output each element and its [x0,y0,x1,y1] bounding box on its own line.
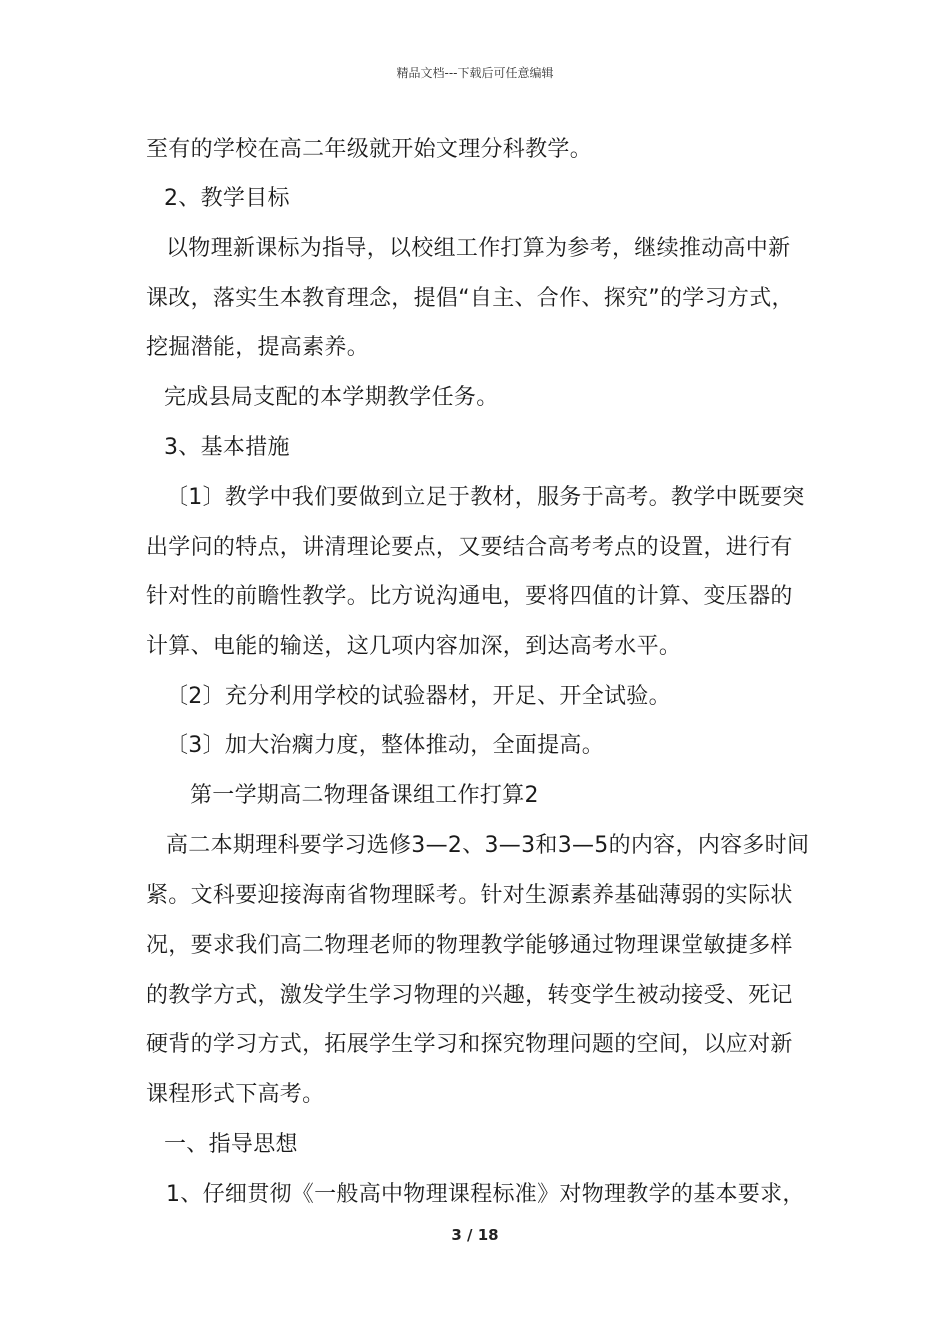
text-line-6: 完成县局支配的本学期教学任务。 [164,385,499,410]
text-line-17: 况，要求我们高二物理老师的物理教学能够通过物理课堂敏捷多样 [146,933,793,958]
page-header: 精品文档---下载后可任意编辑 [396,66,554,80]
text-line-3: 以物理新课标为指导，以校组工作打算为参考，继续推动高中新 [166,236,791,261]
section-title: 第一学期高二物理备课组工作打算2 [190,783,539,808]
text-line-21: 一、指导思想 [164,1132,298,1157]
text-line-7: 3、基本措施 [164,435,290,460]
text-line-11: 计算、电能的输送，这几项内容加深，到达高考水平。 [146,634,682,659]
page-number: 3 / 18 [451,1226,499,1244]
text-line-16: 紧。文科要迎接海南省物理睬考。针对生源素养基础薄弱的实际状 [146,883,793,908]
text-line-19: 硬背的学习方式，拓展学生学习和探究物理问题的空间，以应对新 [146,1032,793,1057]
text-line-2: 2、教学目标 [164,186,290,211]
text-line-12: 〔2〕充分利用学校的试验器材，开足、开全试验。 [166,684,671,709]
text-line-20: 课程形式下高考。 [146,1082,325,1107]
text-line-22: 1、仔细贯彻《一般高中物理课程标准》对物理教学的基本要求， [166,1182,805,1207]
text-line-1: 至有的学校在高二年级就开始文理分科教学。 [146,137,593,162]
text-line-8: 〔1〕教学中我们要做到立足于教材，服务于高考。教学中既要突 [166,485,805,510]
text-line-5: 挖掘潜能，提高素养。 [146,335,370,360]
text-line-13: 〔3〕加大治瘸力度，整体推动，全面提高。 [166,733,604,758]
text-line-10: 针对性的前瞻性教学。比方说沟通电，要将四值的计算、变压器的 [146,584,793,609]
text-line-15: 高二本期理科要学习选修3—2、3—3和3—5的内容，内容多时间 [166,833,810,858]
text-line-9: 出学问的特点，讲清理论要点，又要结合高考考点的设置，进行有 [146,535,793,560]
text-line-4: 课改，落实生本教育理念，提倡“自主、合作、探究”的学习方式， [146,286,794,311]
text-line-18: 的教学方式，激发学生学习物理的兴趣，转变学生被动接受、死记 [146,983,793,1008]
